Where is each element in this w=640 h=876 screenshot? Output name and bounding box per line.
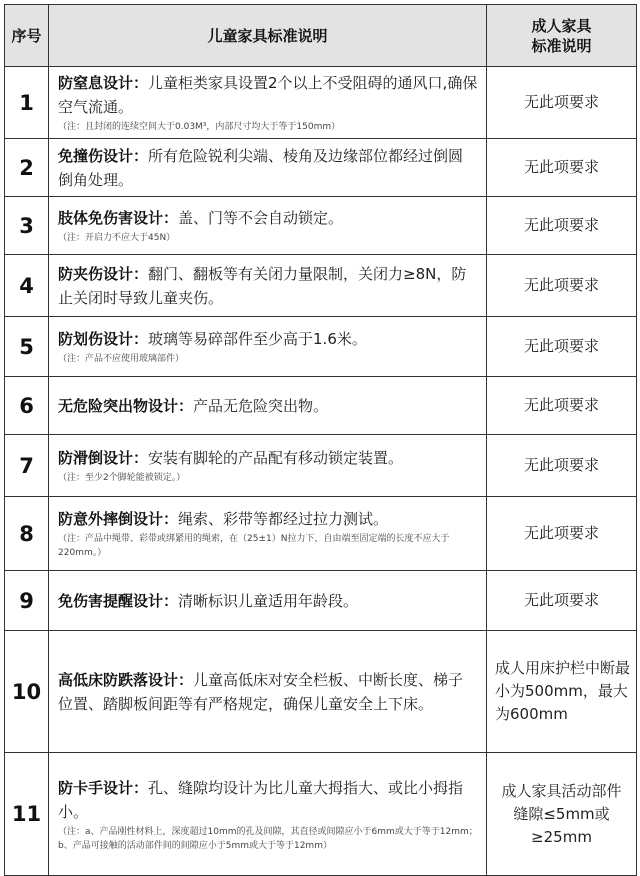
row-num: 6	[5, 377, 49, 435]
header-adult-line2: 标准说明	[531, 36, 592, 55]
row-adult-requirement: 无此项要求	[487, 571, 637, 631]
row-adult-requirement: 无此项要求	[487, 139, 637, 197]
row-description	[49, 67, 487, 139]
table-row	[5, 139, 637, 197]
row-num: 1	[5, 67, 49, 139]
row-text: 所有危险锐利尖端、棱角及边缘部位都经过倒圆倒角处理。	[58, 146, 464, 189]
row-text: 产品无危险突出物。	[193, 396, 329, 415]
table-row	[5, 255, 637, 317]
row-note: （注：产品中绳带、彩带或绑紧用的绳索，在（25±1）N拉力下，自由端至固定端的长度不应大于220mm。）	[58, 534, 450, 558]
row-text: 儿童柜类家具设置2个以上不受阻碍的通风口,确保空气流通。	[58, 74, 478, 116]
table-row	[5, 497, 637, 571]
row-num: 10	[5, 631, 49, 753]
row-num: 8	[5, 497, 49, 571]
row-num: 4	[5, 255, 49, 317]
row-adult-requirement: 无此项要求	[487, 377, 637, 435]
table-row	[5, 631, 637, 753]
table-row	[5, 435, 637, 497]
row-text: 玻璃等易碎部件至少高于1.6米。	[148, 330, 367, 348]
row-num: 7	[5, 435, 49, 497]
row-adult-requirement: 成人家具活动部件缝隙≤5mm或≥25mm	[487, 753, 637, 876]
table-row	[5, 377, 637, 435]
row-description	[49, 139, 487, 197]
header-adult-standard	[487, 5, 637, 67]
row-adult-requirement: 无此项要求	[487, 255, 637, 317]
row-note: （注：至少2个脚轮能被锁定。）	[58, 473, 186, 483]
table-row	[5, 317, 637, 377]
row-title: 防卡手设计：	[58, 778, 149, 797]
header-num: 序号	[5, 5, 49, 67]
row-adult-requirement: 无此项要求	[487, 67, 637, 139]
row-adult-requirement: 无此项要求	[487, 317, 637, 377]
table-row	[5, 197, 637, 255]
row-text: 翻门、翻板等有关闭力量限制，关闭力≥8N，防止关闭时导致儿童夹伤。	[58, 264, 467, 307]
header-adult-line1: 成人家具	[531, 16, 592, 35]
row-title: 高低床防跌落设计：	[58, 670, 194, 689]
row-description	[49, 197, 487, 255]
row-text: 清晰标识儿童适用年龄段。	[178, 591, 359, 610]
row-num: 2	[5, 139, 49, 197]
row-title: 防滑倒设计：	[58, 449, 149, 467]
row-note: （注：产品不应使用玻璃部件）	[58, 354, 185, 364]
row-title: 防意外摔倒设计：	[58, 510, 179, 528]
row-num: 3	[5, 197, 49, 255]
row-title: 免撞伤设计：	[58, 146, 149, 165]
row-description	[49, 435, 487, 497]
row-title: 防划伤设计：	[58, 330, 149, 348]
table-row	[5, 571, 637, 631]
row-adult-requirement: 成人用床护栏中断最小为500mm，最大为600mm	[487, 631, 637, 753]
table-header-row	[5, 5, 637, 67]
header-child-standard: 儿童家具标准说明	[49, 5, 487, 67]
row-num: 9	[5, 571, 49, 631]
row-note: （注：且封闭的连续空间大于0.03M³，内部尺寸均大于等于150mm）	[58, 122, 341, 132]
row-num: 5	[5, 317, 49, 377]
row-description	[49, 377, 487, 435]
row-description	[49, 753, 487, 876]
row-description	[49, 497, 487, 571]
standards-table	[4, 4, 637, 876]
row-description	[49, 317, 487, 377]
row-description	[49, 571, 487, 631]
row-adult-requirement: 无此项要求	[487, 197, 637, 255]
row-title: 免伤害提醒设计：	[58, 591, 179, 610]
table-row	[5, 67, 637, 139]
row-title: 肢体免伤害设计：	[58, 209, 179, 227]
row-text: 盖、门等不会自动锁定。	[178, 209, 344, 227]
row-text: 绳索、彩带等都经过拉力测试。	[178, 510, 389, 528]
table-row	[5, 753, 637, 876]
row-text: 儿童高低床对安全栏板、中断长度、梯子位置、踏脚板间距等有严格规定，确保儿童安全上下床。	[58, 670, 464, 713]
row-title: 防窒息设计：	[58, 74, 149, 92]
row-title: 防夹伤设计：	[58, 264, 149, 283]
row-title: 无危险突出物设计：	[58, 396, 194, 415]
row-text: 孔、缝隙均设计为比儿童大拇指大、或比小拇指小。	[58, 778, 464, 821]
row-num: 11	[5, 753, 49, 876]
row-text: 安装有脚轮的产品配有移动锁定装置。	[148, 449, 404, 467]
row-description	[49, 255, 487, 317]
row-adult-requirement: 无此项要求	[487, 435, 637, 497]
row-adult-requirement: 无此项要求	[487, 497, 637, 571]
row-note: （注：开启力不应大于45N）	[58, 233, 176, 243]
row-description	[49, 631, 487, 753]
row-note: （注：a、产品刚性材料上，深度超过10mm的孔及间隙，其直径或间隙应小于6mm或大于等于12mm；b、产品可接触的活动部件间的间隙应小于5mm或大于等于12mm）	[58, 826, 478, 851]
